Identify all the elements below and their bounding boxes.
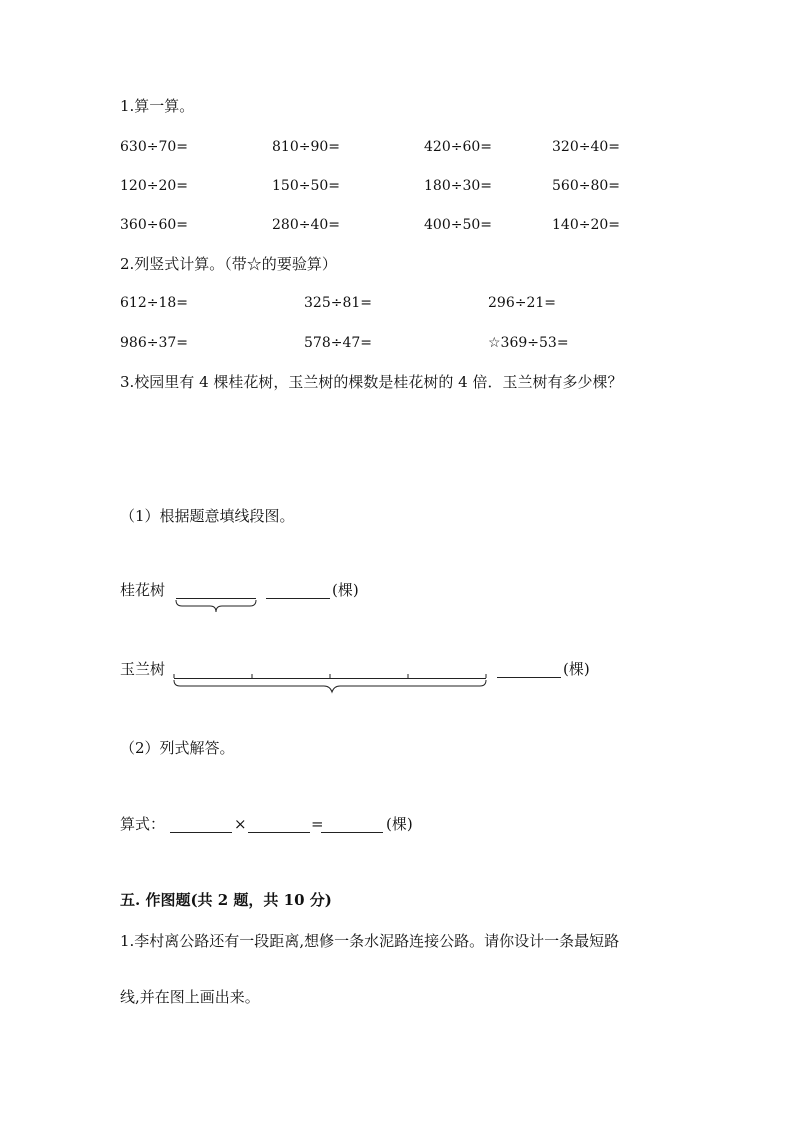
magnolia-unit: (棵) [563,660,590,678]
q1-problem: 560÷80= [552,178,620,194]
q1-problem: 120÷20= [120,178,188,194]
q2-problem: 986÷37= [120,335,188,351]
osmanthus-segment [176,598,256,599]
q1-problem: 420÷60= [424,139,492,155]
q3-part1: （1）根据题意填线段图。 [120,507,295,525]
q1-title: 1.算一算。 [120,97,195,115]
q1-problem: 810÷90= [272,139,340,155]
osmanthus-unit: (棵) [332,581,359,599]
q1-problem: 140÷20= [552,217,620,233]
q1-problem: 400÷50= [424,217,492,233]
q2-problem: 612÷18= [120,295,188,311]
q3-title: 3.校园里有 4 棵桂花树，玉兰树的棵数是桂花树的 4 倍．玉兰树有多少棵？ [120,373,623,391]
q2-problem: ☆369÷53= [488,335,569,351]
q1-problem: 630÷70= [120,139,188,155]
q1-problem: 150÷50= [272,178,340,194]
q3-part2: （2）列式解答。 [120,739,235,757]
magnolia-label: 玉兰树 [120,660,166,678]
formula-blank-2[interactable] [248,832,310,833]
formula-blank-3[interactable] [321,832,383,833]
q1-problem: 320÷40= [552,139,620,155]
q2-problem: 296÷21= [488,295,556,311]
formula-blank-1[interactable] [170,832,232,833]
q2-title: 2.列竖式计算。（带☆的要验算） [120,255,337,273]
osmanthus-brace [174,600,258,616]
q2-problem: 578÷47= [304,335,372,351]
q1-problem: 180÷30= [424,178,492,194]
q1-problem: 280÷40= [272,217,340,233]
times-sign: × [234,815,247,833]
section5-q1-line1: 1.李村离公路还有一段距离,想修一条水泥路连接公路。请你设计一条最短路 [120,932,620,950]
q1-problem: 360÷60= [120,217,188,233]
formula-label: 算式： [120,815,166,833]
equals-sign: = [311,815,324,833]
magnolia-ticks-brace [172,670,490,696]
formula-unit: (棵) [386,815,413,833]
magnolia-answer-blank[interactable] [497,677,561,678]
osmanthus-label: 桂花树 [120,581,166,599]
section5-heading: 五. 作图题(共 2 题，共 10 分) [120,891,332,909]
osmanthus-answer-blank[interactable] [266,598,330,599]
section5-q1-line2: 线,并在图上画出来。 [120,988,260,1006]
q2-problem: 325÷81= [304,295,372,311]
